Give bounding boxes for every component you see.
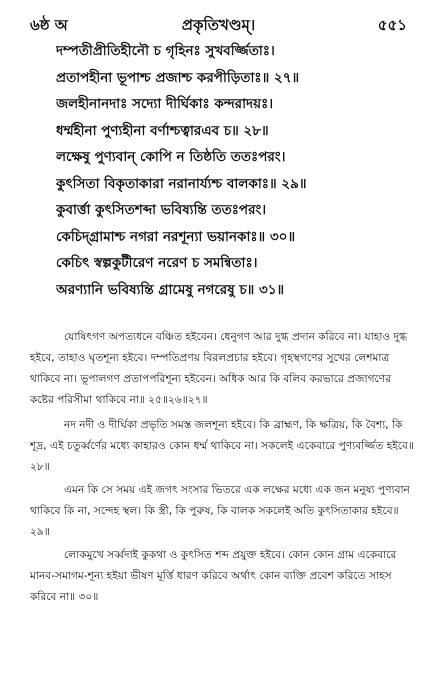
verse-line: কেচিৎ স্বল্পকুটীরেণ নরেণ চ সমন্বিতাঃ। [56, 255, 258, 271]
book-title: প্রকৃতিখণ্ডম্। [181, 16, 256, 34]
commentary-paragraph: নদ নদী ও দীর্ঘিকা প্রভৃতি সমস্ত জলশূন্য হইবে। কি ব্রাহ্মণ, কি ক্ষত্রিয়, কি বৈশ্য, কি শূদ্র, এই চতুর্ব্বর্ণের মধ্যে কাহারও কোন ধর্ম্ম থাকিবে না। সকলেই একেবারে পুণ্যবর্জ্জিত হইবে॥ ২৮॥ [30, 419, 414, 473]
verse-line: প্রতাপহীনা ভূপাশ্চ প্রজাশ্চ করপীড়িতাঃ॥ ২৭॥ [56, 69, 300, 86]
verse-line: লক্ষেষু পুণ্যবান্ কোপি ন তিষ্ঠতি ততঃপরং। [56, 149, 286, 165]
verse-line: কুবার্ত্তা কুৎসিতশব্দা ভবিষ্যন্তি ততঃপরং। [56, 202, 267, 218]
verse-line: কেচিদ্গ্রামাশ্চ নগরা নরশূন্যা ভয়ানকাঃ॥ ৩০॥ [56, 228, 296, 245]
verse-line: অরণ্যানি ভবিষ্যন্তি গ্রামেষু নগরেষু চ॥ ৩১॥ [56, 281, 285, 298]
chapter-label: ৬ষ্ঠ অ [30, 16, 68, 34]
bengali-commentary [30, 327, 417, 610]
verse-line: ধর্ম্মহীনা পুণ্যহীনা বর্ণাশ্চত্বারএব চ॥ ২৮॥ [56, 122, 269, 139]
verse-line: জলহীনানদাঃ সদ্যো দীর্ঘিকাঃ কন্দরাদয়ঃ। [56, 96, 274, 112]
verse-line: দম্পতীপ্রীতিহীনৌ চ গৃহিনঃ সুখবর্জ্জিতাঃ। [56, 43, 275, 59]
verse-line: কুৎসিতা বিকৃতাকারা নরানার্য্যশ্চ বালকাঃ॥ ২৯॥ [56, 175, 307, 192]
page-number: ৫৫১ [377, 16, 407, 34]
page-header [30, 10, 407, 38]
commentary-paragraph: এমন কি সে সময় এই জগৎ সংসার ভিতরে এক লক্ষের মধ্যে এক জন মনুষ্য পুণ্যবান থাকিবে কি না, সন্দেহ স্থল। কি স্ত্রী, কি পুরুষ, কি বালক সকলেই অতি কুৎসিতাকার হইবে॥ ২৯॥ [30, 484, 410, 538]
sanskrit-verses [56, 38, 419, 303]
commentary-paragraph: লোকমুখে সর্ব্বদাই কুকথা ও কুৎসিত শব্দ প্রযুক্ত হইবে। কোন কোন গ্রাম একেবারে মানব-সমাগম-শূন্য হইয়া ভীষণ মূর্ত্তি ধারণ করিবে অর্থাৎ কোন ব্যক্তি প্রবেশ করিতে সাহস করিবে না॥ ৩০॥ [30, 549, 397, 603]
commentary-paragraph: যোষিৎগণ অপত্যধনে বঞ্চিত হইবেন। ধেনুগণ আর দুগ্ধ প্রদান করিবে না। যাহাও দুগ্ধ হইবে, তাহাও ঘৃতশূন্য হইবে। দম্পতিপ্রণয় বিরলপ্রচার হইবে। গৃহস্থগণের সুখের লেশমাত্র থাকিবে না। ভূপালগণ প্রতাপপরিশূন্য হইবেন। অধিক আর কি বলিব করভারে প্রজাগণের কষ্টের পরিসীমা থাকিবে না॥ ২৫॥২৬॥২৭॥ [30, 331, 408, 406]
